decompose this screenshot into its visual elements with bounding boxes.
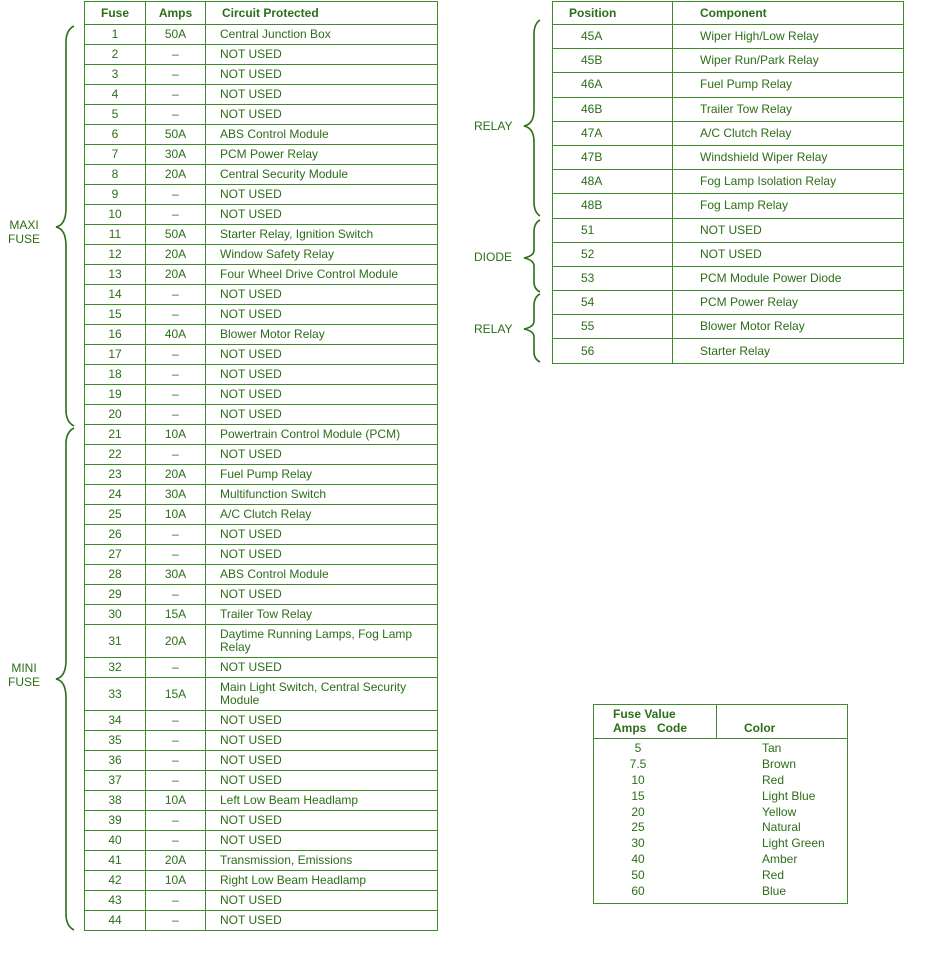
fuse-amps: – — [146, 831, 206, 851]
fuse-circuit: NOT USED — [206, 445, 438, 465]
fuse-number: 40 — [85, 831, 146, 851]
table-row — [85, 25, 438, 45]
table-row — [85, 525, 438, 545]
fuse-value-amps: 15 — [631, 788, 645, 803]
fuse-number: 22 — [85, 445, 146, 465]
fuse-circuit: Starter Relay, Ignition Switch — [206, 225, 438, 245]
fuse-number: 2 — [85, 45, 146, 65]
fuse-table-body — [85, 25, 438, 931]
fuse-amps: – — [146, 205, 206, 225]
fuse-number: 14 — [85, 285, 146, 305]
fuse-amps: – — [146, 105, 206, 125]
table-row — [85, 711, 438, 731]
table-row — [85, 225, 438, 245]
fuse-number: 1 — [85, 25, 146, 45]
table-row — [553, 194, 904, 218]
fuse-amps: 10A — [146, 425, 206, 445]
fuse-circuit: NOT USED — [206, 585, 438, 605]
fuse-number: 27 — [85, 545, 146, 565]
diode-brace — [518, 220, 548, 292]
fuse-number: 20 — [85, 405, 146, 425]
relay-component: NOT USED — [673, 242, 904, 266]
table-row — [85, 125, 438, 145]
fuse-value-color: Yellow — [762, 804, 797, 819]
table-row — [85, 425, 438, 445]
fuse-value-color: Red — [762, 868, 785, 883]
relay-top-brace — [518, 20, 548, 216]
fuse-circuit: ABS Control Module — [206, 565, 438, 585]
relay-component: Fog Lamp Relay — [673, 194, 904, 218]
fuse-number: 24 — [85, 485, 146, 505]
fuse-number: 17 — [85, 345, 146, 365]
fuse-amps: – — [146, 185, 206, 205]
fuse-amps: – — [146, 45, 206, 65]
fuse-value-amps: 20 — [631, 804, 645, 819]
relay-component: Starter Relay — [673, 339, 904, 363]
fuse-circuit: NOT USED — [206, 545, 438, 565]
fuse-number: 34 — [85, 711, 146, 731]
relay-bottom-label: RELAY — [474, 322, 513, 336]
fuse-value-amps: 5 — [634, 741, 642, 755]
fuse-amps: 10A — [146, 505, 206, 525]
fuse-amps: 40A — [146, 325, 206, 345]
fuse-number: 9 — [85, 185, 146, 205]
relay-component: A/C Clutch Relay — [673, 121, 904, 145]
mini-label-line1: MINI — [11, 661, 37, 675]
fuse-number: 25 — [85, 505, 146, 525]
relay-position: 47B — [553, 145, 673, 169]
fuse-circuit: Central Junction Box — [206, 25, 438, 45]
table-row — [85, 871, 438, 891]
relay-position: 48B — [553, 194, 673, 218]
fuse-amps: – — [146, 445, 206, 465]
fuse-amps: – — [146, 305, 206, 325]
fuse-value-amps: 30 — [631, 836, 645, 851]
fuse-number: 23 — [85, 465, 146, 485]
fuse-circuit: NOT USED — [206, 405, 438, 425]
fuse-amps: – — [146, 345, 206, 365]
relay-component: Fuel Pump Relay — [673, 73, 904, 97]
relay-component: NOT USED — [673, 218, 904, 242]
fuse-amps: – — [146, 751, 206, 771]
fuse-amps: 20A — [146, 465, 206, 485]
relay-position: 52 — [553, 242, 673, 266]
fuse-value-color: Light Green — [762, 836, 825, 851]
fuse-value-amps: 40 — [631, 852, 645, 867]
fuse-amps: – — [146, 658, 206, 678]
header-amps: Amps — [146, 2, 206, 25]
fuse-number: 21 — [85, 425, 146, 445]
table-row — [85, 405, 438, 425]
fuse-circuit: Daytime Running Lamps, Fog Lamp Relay — [206, 625, 438, 658]
list-item — [594, 805, 847, 821]
fuse-circuit: NOT USED — [206, 285, 438, 305]
diode-label: DIODE — [474, 250, 513, 264]
table-row — [85, 911, 438, 931]
fuse-value-amps: 25 — [631, 820, 645, 835]
relay-position: 54 — [553, 291, 673, 315]
table-row — [85, 771, 438, 791]
table-row — [85, 831, 438, 851]
relay-component: PCM Module Power Diode — [673, 266, 904, 290]
fuse-circuit: NOT USED — [206, 305, 438, 325]
fuse-number: 36 — [85, 751, 146, 771]
fuse-value-color: Light Blue — [762, 788, 816, 803]
table-row — [553, 218, 904, 242]
fuse-number: 3 — [85, 65, 146, 85]
header-fuse: Fuse — [85, 2, 146, 25]
table-row — [85, 325, 438, 345]
fuse-amps: 20A — [146, 265, 206, 285]
fuse-circuit: Multifunction Switch — [206, 485, 438, 505]
list-item — [594, 868, 847, 884]
fuse-circuit: NOT USED — [206, 831, 438, 851]
table-row — [85, 731, 438, 751]
mini-fuse-brace — [52, 428, 82, 930]
table-row — [85, 385, 438, 405]
fuse-number: 32 — [85, 658, 146, 678]
fuse-number: 31 — [85, 625, 146, 658]
relay-position: 53 — [553, 266, 673, 290]
fuse-amps: 20A — [146, 625, 206, 658]
fuse-number: 11 — [85, 225, 146, 245]
table-row — [85, 678, 438, 711]
table-row — [85, 445, 438, 465]
fuse-amps: 50A — [146, 125, 206, 145]
fuse-number: 26 — [85, 525, 146, 545]
fuse-number: 15 — [85, 305, 146, 325]
relay-position: 48A — [553, 170, 673, 194]
fuse-circuit: NOT USED — [206, 811, 438, 831]
fuse-circuit: Blower Motor Relay — [206, 325, 438, 345]
fuse-circuit: NOT USED — [206, 45, 438, 65]
table-row — [553, 170, 904, 194]
fuse-circuit: NOT USED — [206, 771, 438, 791]
fuse-value-color: Brown — [762, 756, 797, 771]
fuse-amps: – — [146, 85, 206, 105]
fuse-circuit: ABS Control Module — [206, 125, 438, 145]
table-row — [85, 65, 438, 85]
fuse-circuit: Left Low Beam Headlamp — [206, 791, 438, 811]
header-component: Component — [673, 2, 904, 25]
table-row — [85, 811, 438, 831]
chart-header-color: Color — [744, 721, 776, 735]
fuse-amps: – — [146, 405, 206, 425]
table-row — [553, 242, 904, 266]
relay-table-body — [553, 25, 904, 364]
fuse-number: 13 — [85, 265, 146, 285]
table-row — [85, 165, 438, 185]
fuse-amps: 10A — [146, 791, 206, 811]
relay-position: 51 — [553, 218, 673, 242]
fuse-number: 7 — [85, 145, 146, 165]
mini-fuse-label — [4, 661, 44, 689]
list-item — [594, 852, 847, 868]
fuse-amps: – — [146, 65, 206, 85]
table-row — [85, 545, 438, 565]
table-row — [85, 365, 438, 385]
fuse-amps: 20A — [146, 245, 206, 265]
relay-component: PCM Power Relay — [673, 291, 904, 315]
fuse-number: 44 — [85, 911, 146, 931]
fuse-circuit: PCM Power Relay — [206, 145, 438, 165]
relay-component: Wiper Run/Park Relay — [673, 49, 904, 73]
relay-position: 46B — [553, 97, 673, 121]
fuse-amps: 15A — [146, 678, 206, 711]
table-row — [553, 73, 904, 97]
chart-header-code: Code — [657, 721, 687, 735]
table-row — [85, 851, 438, 871]
fuse-number: 30 — [85, 605, 146, 625]
table-row — [553, 145, 904, 169]
table-row — [553, 121, 904, 145]
header-position: Position — [553, 2, 673, 25]
fuse-amps: 50A — [146, 25, 206, 45]
table-row — [85, 505, 438, 525]
fuse-circuit: Central Security Module — [206, 165, 438, 185]
fuse-circuit: A/C Clutch Relay — [206, 505, 438, 525]
header-circuit-protected: Circuit Protected — [206, 2, 438, 25]
table-row — [85, 105, 438, 125]
table-row — [85, 565, 438, 585]
relay-top-label: RELAY — [474, 119, 513, 133]
chart-header-amps: Amps — [613, 721, 647, 735]
table-row — [553, 315, 904, 339]
fuse-circuit: NOT USED — [206, 911, 438, 931]
list-item — [594, 836, 847, 852]
relay-component: Trailer Tow Relay — [673, 97, 904, 121]
fuse-circuit: NOT USED — [206, 85, 438, 105]
fuse-value-amps: 7.5 — [629, 756, 647, 771]
fuse-number: 38 — [85, 791, 146, 811]
fuse-value-color: Amber — [762, 852, 798, 867]
relay-bottom-brace — [518, 294, 548, 362]
relay-component: Blower Motor Relay — [673, 315, 904, 339]
fuse-value-color: Tan — [762, 741, 782, 755]
fuse-amps: 20A — [146, 851, 206, 871]
fuse-amps: 20A — [146, 165, 206, 185]
maxi-label-line1: MAXI — [9, 218, 39, 232]
fuse-number: 18 — [85, 365, 146, 385]
list-item — [594, 757, 847, 773]
fuse-number: 19 — [85, 385, 146, 405]
table-row — [85, 205, 438, 225]
table-row — [553, 25, 904, 49]
table-row — [85, 625, 438, 658]
fuse-number: 4 — [85, 85, 146, 105]
relay-table-header — [553, 2, 904, 25]
fuse-amps: – — [146, 525, 206, 545]
fuse-amps: 30A — [146, 145, 206, 165]
fuse-number: 28 — [85, 565, 146, 585]
fuse-circuit: Fuel Pump Relay — [206, 465, 438, 485]
fuse-value-color: Red — [762, 772, 785, 787]
chart-header-fuse-value: Fuse Value — [613, 707, 676, 721]
table-row — [85, 485, 438, 505]
relay-component: Wiper High/Low Relay — [673, 25, 904, 49]
fuse-amps: – — [146, 911, 206, 931]
fuse-value-color: Blue — [762, 884, 787, 899]
fuse-circuit: NOT USED — [206, 751, 438, 771]
fuse-amps: – — [146, 385, 206, 405]
fuse-circuit: NOT USED — [206, 891, 438, 911]
table-row — [85, 305, 438, 325]
mini-label-line2: FUSE — [7, 675, 40, 689]
fuse-amps: 10A — [146, 871, 206, 891]
table-row — [85, 145, 438, 165]
table-row — [85, 605, 438, 625]
fuse-circuit: NOT USED — [206, 731, 438, 751]
chart-divider — [716, 705, 717, 738]
fuse-number: 8 — [85, 165, 146, 185]
fuse-circuit: Window Safety Relay — [206, 245, 438, 265]
fuse-circuit: NOT USED — [206, 65, 438, 85]
fuse-number: 43 — [85, 891, 146, 911]
fuse-amps: 30A — [146, 565, 206, 585]
table-row — [85, 585, 438, 605]
fuse-amps: 15A — [146, 605, 206, 625]
fuse-amps: – — [146, 891, 206, 911]
fuse-number: 16 — [85, 325, 146, 345]
fuse-amps: 30A — [146, 485, 206, 505]
list-item — [594, 773, 847, 789]
chart-rows — [594, 741, 847, 900]
fuse-circuit: NOT USED — [206, 205, 438, 225]
fuse-number: 39 — [85, 811, 146, 831]
table-row — [553, 339, 904, 363]
fuse-circuit: NOT USED — [206, 185, 438, 205]
list-item — [594, 789, 847, 805]
fuse-circuit: NOT USED — [206, 525, 438, 545]
table-row — [553, 49, 904, 73]
fuse-number: 33 — [85, 678, 146, 711]
relay-component: Windshield Wiper Relay — [673, 145, 904, 169]
fuse-circuit: Powertrain Control Module (PCM) — [206, 425, 438, 445]
relay-position: 45A — [553, 25, 673, 49]
maxi-fuse-label — [4, 218, 44, 246]
list-item — [594, 884, 847, 900]
table-row — [85, 285, 438, 305]
relay-position: 47A — [553, 121, 673, 145]
fuse-color-chart — [593, 704, 848, 904]
relay-position: 46A — [553, 73, 673, 97]
fuse-amps: – — [146, 585, 206, 605]
fuse-amps: – — [146, 731, 206, 751]
fuse-circuit: NOT USED — [206, 658, 438, 678]
fuse-circuit: Four Wheel Drive Control Module — [206, 265, 438, 285]
relay-position: 56 — [553, 339, 673, 363]
fuse-circuit: Main Light Switch, Central Security Module — [206, 678, 438, 711]
fuse-number: 41 — [85, 851, 146, 871]
table-row — [85, 658, 438, 678]
table-row — [553, 97, 904, 121]
fuse-amps: – — [146, 285, 206, 305]
fuse-number: 42 — [85, 871, 146, 891]
fuse-number: 6 — [85, 125, 146, 145]
relay-table — [552, 1, 904, 364]
fuse-amps: – — [146, 545, 206, 565]
fuse-amps: – — [146, 771, 206, 791]
fuse-amps: 50A — [146, 225, 206, 245]
maxi-label-line2: FUSE — [7, 232, 40, 246]
table-row — [553, 266, 904, 290]
table-row — [85, 45, 438, 65]
table-row — [85, 891, 438, 911]
table-row — [85, 265, 438, 285]
fuse-circuit: NOT USED — [206, 105, 438, 125]
list-item — [594, 741, 847, 757]
fuse-number: 37 — [85, 771, 146, 791]
table-row — [85, 185, 438, 205]
fuse-value-amps: 50 — [631, 868, 645, 883]
table-row — [553, 291, 904, 315]
table-row — [85, 85, 438, 105]
fuse-value-color: Natural — [762, 820, 801, 835]
chart-header-rule — [594, 738, 847, 739]
table-row — [85, 345, 438, 365]
fuse-number: 29 — [85, 585, 146, 605]
table-row — [85, 245, 438, 265]
table-row — [85, 465, 438, 485]
fuse-amps: – — [146, 811, 206, 831]
fuse-value-amps: 60 — [631, 884, 645, 899]
fuse-amps: – — [146, 711, 206, 731]
fuse-circuit: Trailer Tow Relay — [206, 605, 438, 625]
list-item — [594, 820, 847, 836]
fuse-circuit: NOT USED — [206, 345, 438, 365]
fuse-value-amps: 10 — [631, 772, 645, 787]
fuse-circuit: NOT USED — [206, 711, 438, 731]
fuse-number: 12 — [85, 245, 146, 265]
fuse-number: 35 — [85, 731, 146, 751]
relay-position: 45B — [553, 49, 673, 73]
fuse-number: 5 — [85, 105, 146, 125]
table-row — [85, 791, 438, 811]
fuse-number: 10 — [85, 205, 146, 225]
relay-component: Fog Lamp Isolation Relay — [673, 170, 904, 194]
fuse-circuit: Transmission, Emissions — [206, 851, 438, 871]
fuse-circuit: Right Low Beam Headlamp — [206, 871, 438, 891]
fuse-table — [84, 1, 438, 931]
table-row — [85, 751, 438, 771]
fuse-circuit: NOT USED — [206, 385, 438, 405]
fuse-circuit: NOT USED — [206, 365, 438, 385]
relay-position: 55 — [553, 315, 673, 339]
fuse-table-header — [85, 2, 438, 25]
fuse-amps: – — [146, 365, 206, 385]
maxi-fuse-brace — [52, 26, 82, 426]
